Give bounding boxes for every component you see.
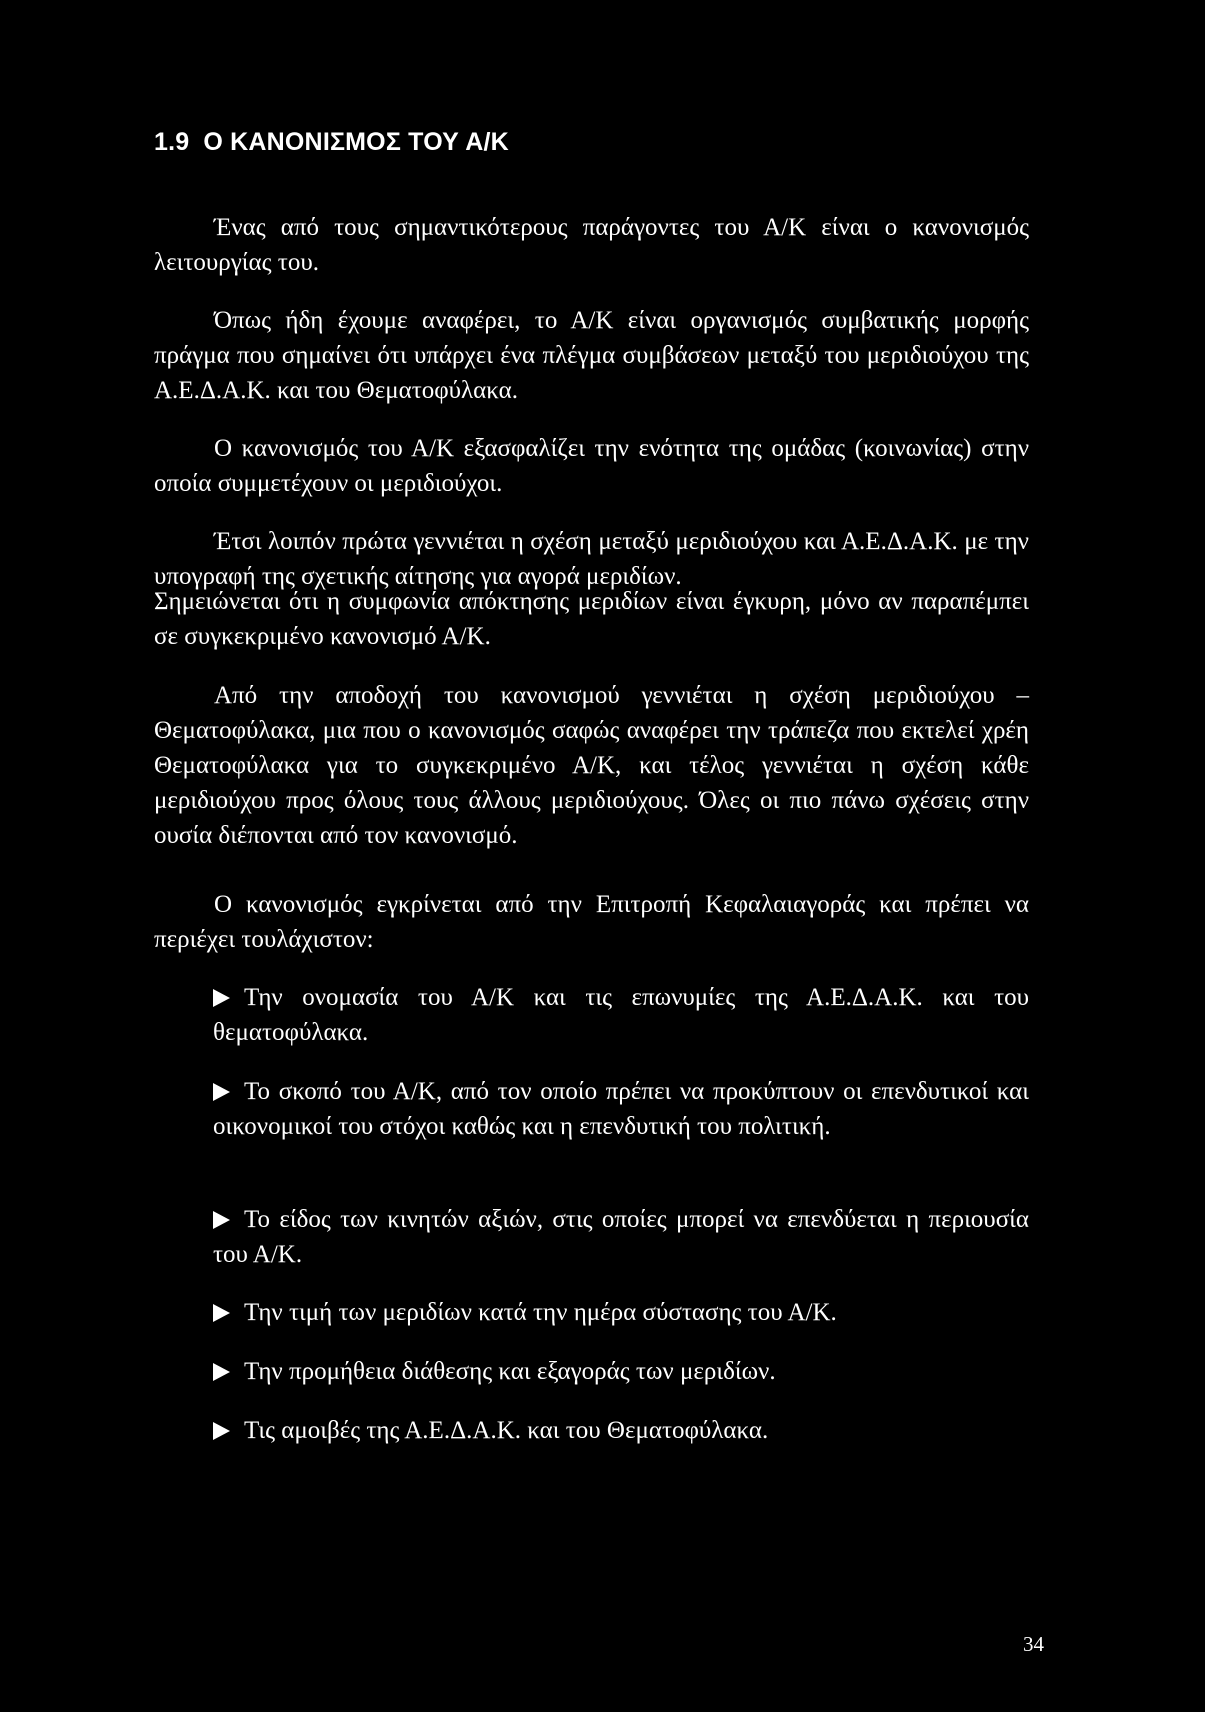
triangle-bullet-icon bbox=[213, 1363, 230, 1381]
list-item bbox=[213, 1074, 1029, 1144]
list-item bbox=[213, 1354, 1029, 1389]
list-item-text: Την τιμή των μεριδίων κατά την ημέρα σύστασης του Α/Κ. bbox=[244, 1299, 837, 1326]
section-heading bbox=[154, 126, 509, 158]
list-item-text: Το είδος των κινητών αξιών, στις οποίες μπορεί να επενδύεται η περιουσία του Α/Κ. bbox=[213, 1206, 1029, 1268]
triangle-bullet-icon bbox=[213, 1211, 230, 1229]
section-title: Ο ΚΑΝΟΝΙΣΜΟΣ ΤΟΥ Α/Κ bbox=[203, 128, 509, 156]
list-item-text: Τις αμοιβές της Α.Ε.Δ.Α.Κ. και του Θεματοφύλακα. bbox=[244, 1417, 769, 1444]
paragraph-relationship: Έτσι λοιπόν πρώτα γεννιέται η σχέση μεταξύ μεριδιούχου και Α.Ε.Δ.Α.Κ. με την υπογραφή της σχετικής αίτησης για αγορά μεριδίων. bbox=[154, 528, 1029, 590]
page-number: 34 bbox=[1023, 1632, 1044, 1656]
triangle-bullet-icon bbox=[213, 1083, 230, 1101]
list-item-text: Την προμήθεια διάθεσης και εξαγοράς των μεριδίων. bbox=[244, 1358, 776, 1385]
paragraph-intro: Ένας από τους σημαντικότερους παράγοντες του Α/Κ είναι ο κανονισμός λειτουργίας του. bbox=[154, 214, 1029, 276]
triangle-bullet-icon bbox=[213, 1304, 230, 1322]
list-item bbox=[213, 1413, 1029, 1448]
triangle-bullet-icon bbox=[213, 1422, 230, 1440]
list-item bbox=[213, 1202, 1029, 1272]
paragraph-contractual-form: Όπως ήδη έχουμε αναφέρει, το Α/Κ είναι οργανισμός συμβατικής μορφής πράγμα που σημαίνει ότι υπάρχει ένα πλέγμα συμβάσεων μεταξύ του μεριδιούχου της Α.Ε.Δ.Α.Κ. και του Θεματοφύλακα. bbox=[154, 307, 1029, 404]
list-item bbox=[213, 980, 1029, 1050]
paragraph-approval: Ο κανονισμός εγκρίνεται από την Επιτροπή Κεφαλαιαγοράς και πρέπει να περιέχει τουλάχιστον: bbox=[154, 891, 1029, 953]
paragraph-unity: Ο κανονισμός του Α/Κ εξασφαλίζει την ενότητα της ομάδας (κοινωνίας) στην οποία συμμετέχουν οι μεριδιούχοι. bbox=[154, 435, 1029, 497]
list-item-text: Το σκοπό του Α/Κ, από τον οποίο πρέπει να προκύπτουν οι επενδυτικοί και οικονομικοί του στόχοι καθώς και η επενδυτική του πολιτική. bbox=[213, 1078, 1029, 1140]
list-item-text: Την ονομασία του Α/Κ και τις επωνυμίες της Α.Ε.Δ.Α.Κ. και του θεματοφύλακα. bbox=[213, 984, 1029, 1046]
paragraph-custodian: Από την αποδοχή του κανονισμού γεννιέται η σχέση μεριδιούχου – Θεματοφύλακα, μια που ο κανονισμός σαφώς αναφέρει την τράπεζα που εκτελεί χρέη Θεματοφύλακα για το συγκεκριμένο Α/Κ, και τέλος γεννιέται η σχέση κάθε μεριδιούχου προς όλους τους άλλους μεριδιούχους. Όλες οι πιο πάνω σχέσεις στην ουσία διέπονται από τον κανονισμό. bbox=[154, 682, 1029, 849]
triangle-bullet-icon bbox=[213, 989, 230, 1007]
section-number: 1.9 bbox=[154, 128, 190, 156]
list-item bbox=[213, 1295, 1029, 1330]
paragraph-agreement-validity: Σημειώνεται ότι η συμφωνία απόκτησης μεριδίων είναι έγκυρη, μόνο αν παραπέμπει σε συγκεκριμένο κανονισμό Α/Κ. bbox=[154, 588, 1029, 650]
